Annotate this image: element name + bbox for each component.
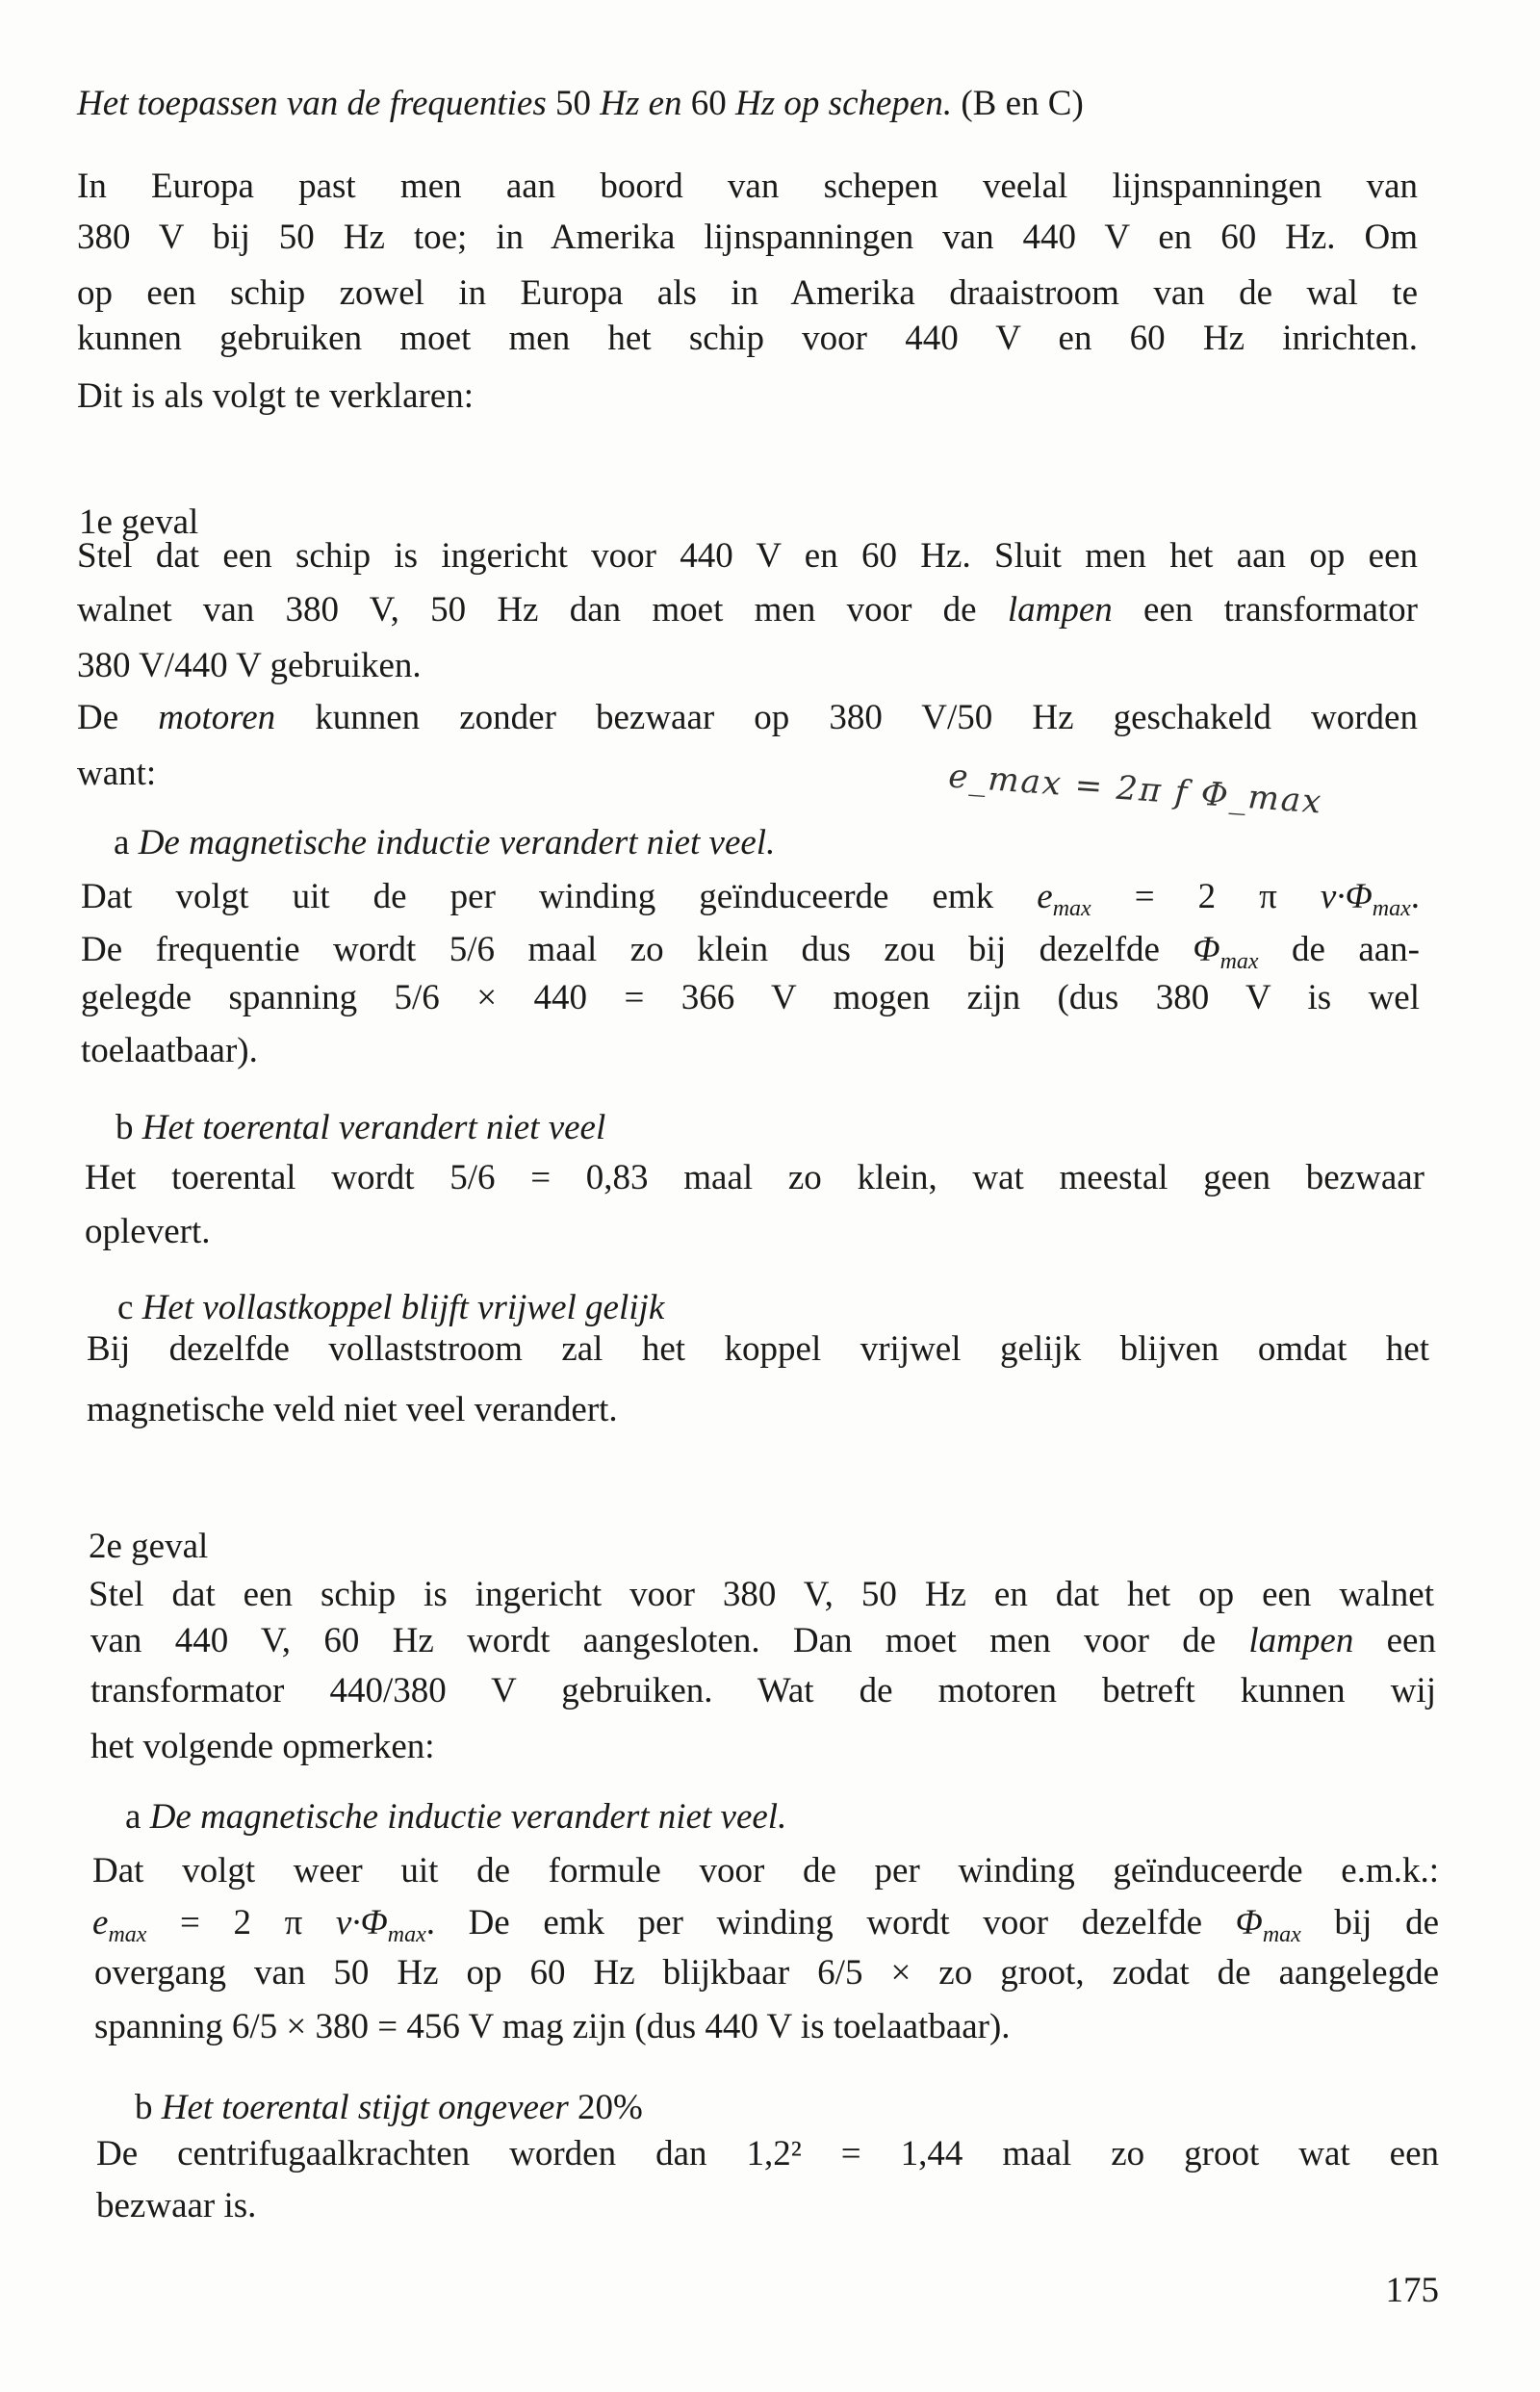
text-segment: toelaatbaar). xyxy=(81,1031,258,1070)
text-line xyxy=(87,1328,1429,1371)
text-line xyxy=(116,1107,605,1149)
page-number: 175 xyxy=(1385,2271,1439,2310)
text-segment: magnetische veld niet veel verandert. xyxy=(87,1390,618,1429)
text-segment: In Europa past men aan boord van schepen veelal lijnspanningen van xyxy=(77,167,1418,206)
text-line xyxy=(92,1902,1439,1956)
text-segment: max xyxy=(1262,1922,1301,1947)
text-segment: . De emk per winding wordt voor dezelfde xyxy=(425,1903,1236,1942)
text-line xyxy=(81,876,1420,930)
text-segment: op een schip zowel in Europa als in Amerika draaistroom van de wal te xyxy=(77,273,1418,313)
text-segment: 2e geval xyxy=(89,1527,209,1566)
text-segment: op schepen. xyxy=(775,84,953,123)
text-segment: De frequentie wordt 5/6 maal zo klein dus zou bij dezelfde xyxy=(81,930,1194,969)
text-line xyxy=(77,589,1418,631)
text-segment: bij de xyxy=(1300,1903,1439,1942)
text-line xyxy=(94,2006,1011,2048)
text-segment: motoren xyxy=(158,698,276,737)
text-segment: Het toerental wordt 5/6 = 0,83 maal zo klein, wat meestal geen bezwaar xyxy=(85,1158,1424,1197)
text-segment: want: xyxy=(77,754,157,793)
text-segment: b xyxy=(135,2088,162,2127)
text-line xyxy=(87,1389,618,1431)
text-line xyxy=(77,272,1418,315)
text-segment: e xyxy=(92,1903,109,1942)
text-line xyxy=(117,1287,664,1329)
text-segment: een xyxy=(1353,1621,1436,1660)
text-segment: (B en C) xyxy=(952,84,1084,123)
text-segment: . xyxy=(1410,877,1420,916)
text-line xyxy=(81,977,1420,1019)
text-line xyxy=(77,697,1418,739)
text-line xyxy=(96,2185,256,2227)
text-line xyxy=(92,1850,1439,1892)
text-line xyxy=(94,1952,1439,1994)
text-segment: max xyxy=(387,1922,426,1947)
text-line xyxy=(114,822,775,864)
text-segment: max xyxy=(1372,896,1411,921)
text-segment: Dit is als volgt te verklaren: xyxy=(77,376,475,416)
text-line xyxy=(77,375,474,418)
text-segment: kunnen zonder bezwaar op 380 V/50 Hz geschakeld worden xyxy=(275,698,1418,737)
text-segment: Stel dat een schip is ingericht voor 440 V en 60 Hz. Sluit men het aan op een xyxy=(77,536,1418,576)
text-segment: 60 xyxy=(690,84,736,123)
text-segment: a xyxy=(125,1797,150,1837)
text-segment: transformator 440/380 V gebruiken. Wat de motoren betreft kunnen wij xyxy=(90,1671,1436,1710)
text-line xyxy=(90,1620,1436,1662)
text-segment: lampen xyxy=(1248,1621,1354,1660)
text-line xyxy=(77,318,1418,360)
text-segment: max xyxy=(108,1922,147,1947)
text-segment: ν·Φ xyxy=(335,1903,388,1942)
text-segment: het volgende opmerken: xyxy=(90,1727,435,1766)
text-segment: van 440 V, 60 Hz wordt aangesloten. Dan moet men voor de xyxy=(90,1621,1249,1660)
text-segment: Het toepassen van de frequenties xyxy=(77,84,555,123)
text-line xyxy=(77,535,1418,578)
text-segment: Het toerental stijgt ongeveer xyxy=(161,2088,569,2127)
text-segment: De magnetische inductie verandert niet veel. xyxy=(138,823,776,862)
text-line xyxy=(85,1211,210,1253)
text-segment: Hz xyxy=(735,84,776,123)
text-line xyxy=(85,1157,1424,1199)
text-segment: c xyxy=(117,1288,142,1327)
text-segment: ν·Φ xyxy=(1320,877,1373,916)
text-line xyxy=(77,166,1418,208)
text-segment: een transformator xyxy=(1112,590,1418,630)
text-segment: kunnen gebruiken moet men het schip voor 440 V en 60 Hz inrichten. xyxy=(77,319,1418,358)
text-segment: De magnetische inductie verandert niet veel. xyxy=(149,1797,787,1837)
text-segment: e xyxy=(1037,877,1053,916)
text-segment: de aan- xyxy=(1258,930,1420,969)
text-segment: 380 V/440 V gebruiken. xyxy=(77,646,422,685)
text-segment: Bij dezelfde vollaststroom zal het koppel vrijwel gelijk blijven omdat het xyxy=(87,1329,1429,1369)
text-segment: De centrifugaalkrachten worden dan 1,2² = 1,44 maal zo groot wat een xyxy=(96,2134,1439,2173)
text-line xyxy=(77,83,1084,125)
text-segment: gelegde spanning 5/6 × 440 = 366 V mogen zijn (dus 380 V is wel xyxy=(81,978,1420,1017)
text-segment: Het vollastkoppel blijft vrijwel gelijk xyxy=(141,1288,665,1327)
text-segment: overgang van 50 Hz op 60 Hz blijkbaar 6/5 × zo groot, zodat de aangelegde xyxy=(94,1953,1439,1993)
text-segment: Φ xyxy=(1193,930,1220,969)
text-line xyxy=(81,929,1420,983)
text-line xyxy=(125,1796,786,1839)
text-segment: spanning 6/5 × 380 = 456 V mag zijn (dus 440 V is toelaatbaar). xyxy=(94,2007,1011,2046)
text-line xyxy=(90,1670,1436,1712)
text-line xyxy=(89,1526,208,1568)
text-line xyxy=(81,1030,258,1072)
text-segment: = 2 π xyxy=(146,1903,336,1942)
text-segment: Het toerental verandert niet veel xyxy=(141,1108,606,1147)
handwritten-formula: e_max = 2π f Φ_max xyxy=(947,757,1324,822)
text-segment: Φ xyxy=(1235,1903,1263,1942)
text-segment: Stel dat een schip is ingericht voor 380 V, 50 Hz en dat het op een walnet xyxy=(89,1575,1434,1614)
text-line xyxy=(77,645,422,687)
text-segment: b xyxy=(116,1108,142,1147)
text-segment: = 2 π xyxy=(1091,877,1321,916)
text-segment: a xyxy=(114,823,139,862)
text-segment: 1e geval xyxy=(79,502,199,542)
text-segment: Dat volgt uit de per winding geïnduceerde emk xyxy=(81,877,1038,916)
text-line xyxy=(135,2087,643,2129)
text-segment: lampen xyxy=(1007,590,1113,630)
text-line xyxy=(89,1574,1434,1616)
text-line xyxy=(96,2133,1439,2175)
text-segment: bezwaar is. xyxy=(96,2186,257,2225)
text-segment: De xyxy=(77,698,159,737)
text-line xyxy=(77,217,1418,259)
text-segment: en xyxy=(639,84,691,123)
text-segment: 50 xyxy=(554,84,601,123)
text-segment: Dat volgt weer uit de formule voor de per winding geïnduceerde e.m.k.: xyxy=(92,1851,1439,1890)
text-segment: Hz xyxy=(600,84,640,123)
text-segment: max xyxy=(1219,949,1259,974)
text-segment: 380 V bij 50 Hz toe; in Amerika lijnspanningen van 440 V en 60 Hz. Om xyxy=(77,218,1418,257)
text-segment: walnet van 380 V, 50 Hz dan moet men voor de xyxy=(77,590,1008,630)
text-line xyxy=(77,753,156,795)
text-line xyxy=(90,1726,435,1768)
text-segment: oplevert. xyxy=(85,1212,211,1251)
text-segment: max xyxy=(1052,896,1091,921)
text-segment: 20% xyxy=(568,2088,643,2127)
